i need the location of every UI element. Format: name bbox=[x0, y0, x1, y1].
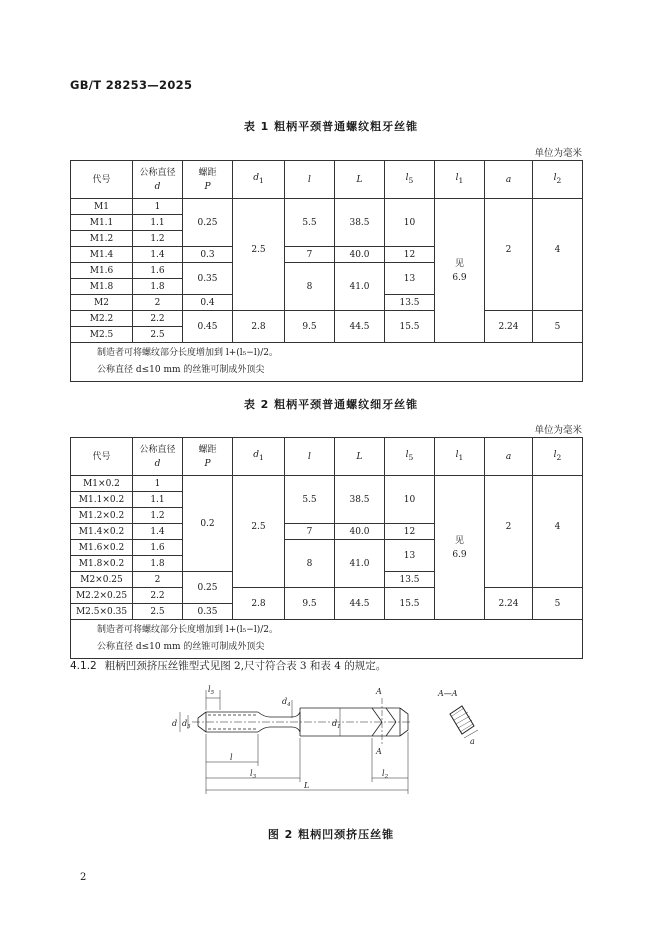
cell-l5: 10 bbox=[385, 199, 435, 247]
table1-note-2: 公称直径 d≤10 mm 的丝锥可制成外顶尖 bbox=[97, 365, 265, 375]
col-a-header: a bbox=[485, 161, 533, 199]
cell-code: M1.2 bbox=[71, 231, 133, 247]
label-section: A—A bbox=[438, 689, 458, 698]
col-l2-header: $l_2$ bbox=[533, 161, 583, 199]
cell-diameter: 1.4 bbox=[133, 524, 183, 540]
cell-l: 7 bbox=[285, 247, 335, 263]
col-a-header: a bbox=[485, 438, 533, 476]
label-d5: $d_5$ bbox=[182, 719, 191, 730]
cell-l2: 4 bbox=[533, 199, 583, 311]
cell-pitch: 0.25 bbox=[183, 572, 233, 604]
table1-title: 表 1 粗柄平颈普通螺纹粗牙丝锥 bbox=[243, 120, 419, 133]
col-code-header: 代号 bbox=[71, 438, 133, 476]
cell-l1: 见 6.9 bbox=[435, 476, 485, 620]
cell-pitch: 0.3 bbox=[183, 247, 233, 263]
cell-d1: 2.8 bbox=[233, 588, 285, 620]
cell-l2: 4 bbox=[533, 476, 583, 588]
cell-l5: 13 bbox=[385, 540, 435, 572]
cell-L: 44.5 bbox=[335, 588, 385, 620]
cell-code: M2 bbox=[71, 295, 133, 311]
col-pitch-header: 螺距 P bbox=[183, 438, 233, 476]
label-d4: $d_4$ bbox=[282, 697, 291, 708]
cell-L: 38.5 bbox=[335, 476, 385, 524]
cell-l: 7 bbox=[285, 524, 335, 540]
clause-number: 4.1.2 bbox=[70, 660, 97, 672]
col-nominal-header: 公称直径 d bbox=[133, 161, 183, 199]
label-a: a bbox=[470, 737, 475, 746]
cell-L: 38.5 bbox=[335, 199, 385, 247]
cell-l: 9.5 bbox=[285, 311, 335, 343]
cell-a: 2.24 bbox=[485, 588, 533, 620]
cell-code: M1.4×0.2 bbox=[71, 524, 133, 540]
cell-diameter: 1.1 bbox=[133, 215, 183, 231]
col-l1-header: $l_1$ bbox=[435, 438, 485, 476]
cell-l: 8 bbox=[285, 540, 335, 588]
cell-code: M2.2 bbox=[71, 311, 133, 327]
cell-code: M1.6×0.2 bbox=[71, 540, 133, 556]
cell-code: M1.8 bbox=[71, 279, 133, 295]
cell-L: 44.5 bbox=[335, 311, 385, 343]
table1-notes bbox=[71, 343, 583, 382]
label-A-bottom: A bbox=[376, 747, 382, 756]
cell-diameter: 2 bbox=[133, 295, 183, 311]
page-number: 2 bbox=[80, 872, 87, 883]
standard-code: GB/T 28253—2025 bbox=[70, 78, 193, 92]
cell-l5: 13.5 bbox=[385, 295, 435, 311]
col-l1-header: $l_1$ bbox=[435, 161, 485, 199]
cell-code: M1.4 bbox=[71, 247, 133, 263]
cell-l: 5.5 bbox=[285, 476, 335, 524]
cell-d1: 2.8 bbox=[233, 311, 285, 343]
label-l: l bbox=[230, 753, 233, 762]
cell-code: M1.1×0.2 bbox=[71, 492, 133, 508]
clause-4-1-2 bbox=[70, 658, 386, 673]
label-l2: $l_2$ bbox=[382, 769, 389, 780]
col-l2-header: $l_2$ bbox=[533, 438, 583, 476]
table1-note-1: 制造者可将螺纹部分长度增加到 l+(l₅−l)/2。 bbox=[97, 348, 278, 358]
table2-title: 表 2 粗柄平颈普通螺纹细牙丝锥 bbox=[243, 398, 419, 411]
col-L-header: L bbox=[335, 161, 385, 199]
table1-unit-note: 单位为毫米 bbox=[534, 148, 582, 159]
table2-note-2: 公称直径 d≤10 mm 的丝锥可制成外顶尖 bbox=[97, 642, 265, 652]
cell-code: M1.1 bbox=[71, 215, 133, 231]
cell-pitch: 0.35 bbox=[183, 604, 233, 620]
table2-notes bbox=[71, 620, 583, 659]
label-l5: $l_5$ bbox=[208, 685, 215, 696]
label-d: d bbox=[172, 719, 178, 728]
cell-pitch: 0.45 bbox=[183, 311, 233, 343]
cell-diameter: 2 bbox=[133, 572, 183, 588]
cell-diameter: 2.2 bbox=[133, 311, 183, 327]
table-row bbox=[71, 199, 583, 215]
cell-L: 41.0 bbox=[335, 263, 385, 311]
cell-L: 40.0 bbox=[335, 524, 385, 540]
table-note-row bbox=[71, 343, 583, 382]
cell-code: M2.5×0.35 bbox=[71, 604, 133, 620]
table2-header-row bbox=[71, 438, 583, 476]
cell-diameter: 1.4 bbox=[133, 247, 183, 263]
cell-diameter: 2.5 bbox=[133, 604, 183, 620]
cell-l5: 13.5 bbox=[385, 572, 435, 588]
col-d1-header: $d_1$ bbox=[233, 438, 285, 476]
cell-a: 2.24 bbox=[485, 311, 533, 343]
cell-l5: 12 bbox=[385, 524, 435, 540]
cell-l1: 见 6.9 bbox=[435, 199, 485, 343]
table-row bbox=[71, 476, 583, 492]
cell-L: 41.0 bbox=[335, 540, 385, 588]
figure-2-caption: 图 2 粗柄凹颈挤压丝锥 bbox=[267, 828, 395, 841]
col-d1-header: $d_1$ bbox=[233, 161, 285, 199]
cell-l5: 15.5 bbox=[385, 311, 435, 343]
cell-l2: 5 bbox=[533, 588, 583, 620]
cell-l2: 5 bbox=[533, 311, 583, 343]
cell-code: M2×0.25 bbox=[71, 572, 133, 588]
cell-a: 2 bbox=[485, 476, 533, 588]
cell-diameter: 1.6 bbox=[133, 263, 183, 279]
clause-text: 粗柄凹颈挤压丝锥型式见图 2,尺寸符合表 3 和表 4 的规定。 bbox=[104, 660, 387, 672]
cell-code: M1×0.2 bbox=[71, 476, 133, 492]
col-nominal-header: 公称直径 d bbox=[133, 438, 183, 476]
cell-L: 40.0 bbox=[335, 247, 385, 263]
cell-a: 2 bbox=[485, 199, 533, 311]
table2 bbox=[70, 437, 583, 659]
table-row bbox=[71, 588, 583, 604]
col-code-header: 代号 bbox=[71, 161, 133, 199]
cell-diameter: 2.2 bbox=[133, 588, 183, 604]
cell-diameter: 1.2 bbox=[133, 231, 183, 247]
cell-l5: 13 bbox=[385, 263, 435, 295]
cell-l5: 10 bbox=[385, 476, 435, 524]
cell-d1: 2.5 bbox=[233, 199, 285, 311]
cell-diameter: 1.6 bbox=[133, 540, 183, 556]
figure-2-tap-drawing bbox=[160, 682, 500, 817]
cell-diameter: 1.8 bbox=[133, 279, 183, 295]
cell-l: 9.5 bbox=[285, 588, 335, 620]
label-l3: $l_3$ bbox=[250, 769, 257, 780]
label-A-top: A bbox=[376, 687, 382, 696]
cell-code: M1 bbox=[71, 199, 133, 215]
cell-l: 5.5 bbox=[285, 199, 335, 247]
col-l5-header: $l_5$ bbox=[385, 161, 435, 199]
cell-diameter: 1.8 bbox=[133, 556, 183, 572]
cell-l5: 12 bbox=[385, 247, 435, 263]
cell-code: M1.6 bbox=[71, 263, 133, 279]
cell-diameter: 1 bbox=[133, 476, 183, 492]
cell-code: M2.2×0.25 bbox=[71, 588, 133, 604]
col-l-header: l bbox=[285, 438, 335, 476]
cell-pitch: 0.35 bbox=[183, 263, 233, 295]
cell-pitch: 0.4 bbox=[183, 295, 233, 311]
cell-l5: 15.5 bbox=[385, 588, 435, 620]
label-d1: $d_1$ bbox=[332, 719, 341, 730]
cell-diameter: 1 bbox=[133, 199, 183, 215]
cell-diameter: 1.2 bbox=[133, 508, 183, 524]
cell-code: M1.8×0.2 bbox=[71, 556, 133, 572]
cell-pitch: 0.2 bbox=[183, 476, 233, 572]
cell-d1: 2.5 bbox=[233, 476, 285, 588]
col-L-header: L bbox=[335, 438, 385, 476]
cell-diameter: 1.1 bbox=[133, 492, 183, 508]
table-note-row bbox=[71, 620, 583, 659]
cell-diameter: 2.5 bbox=[133, 327, 183, 343]
table1 bbox=[70, 160, 583, 382]
col-l5-header: $l_5$ bbox=[385, 438, 435, 476]
table1-header-row bbox=[71, 161, 583, 199]
cell-l: 8 bbox=[285, 263, 335, 311]
cell-code: M1.2×0.2 bbox=[71, 508, 133, 524]
cell-code: M2.5 bbox=[71, 327, 133, 343]
col-pitch-header: 螺距 P bbox=[183, 161, 233, 199]
col-l-header: l bbox=[285, 161, 335, 199]
cell-pitch: 0.25 bbox=[183, 199, 233, 247]
table-row bbox=[71, 311, 583, 327]
table2-note-1: 制造者可将螺纹部分长度增加到 l+(l₅−l)/2。 bbox=[97, 625, 278, 635]
table2-unit-note: 单位为毫米 bbox=[534, 425, 582, 436]
label-L: L bbox=[304, 781, 310, 790]
